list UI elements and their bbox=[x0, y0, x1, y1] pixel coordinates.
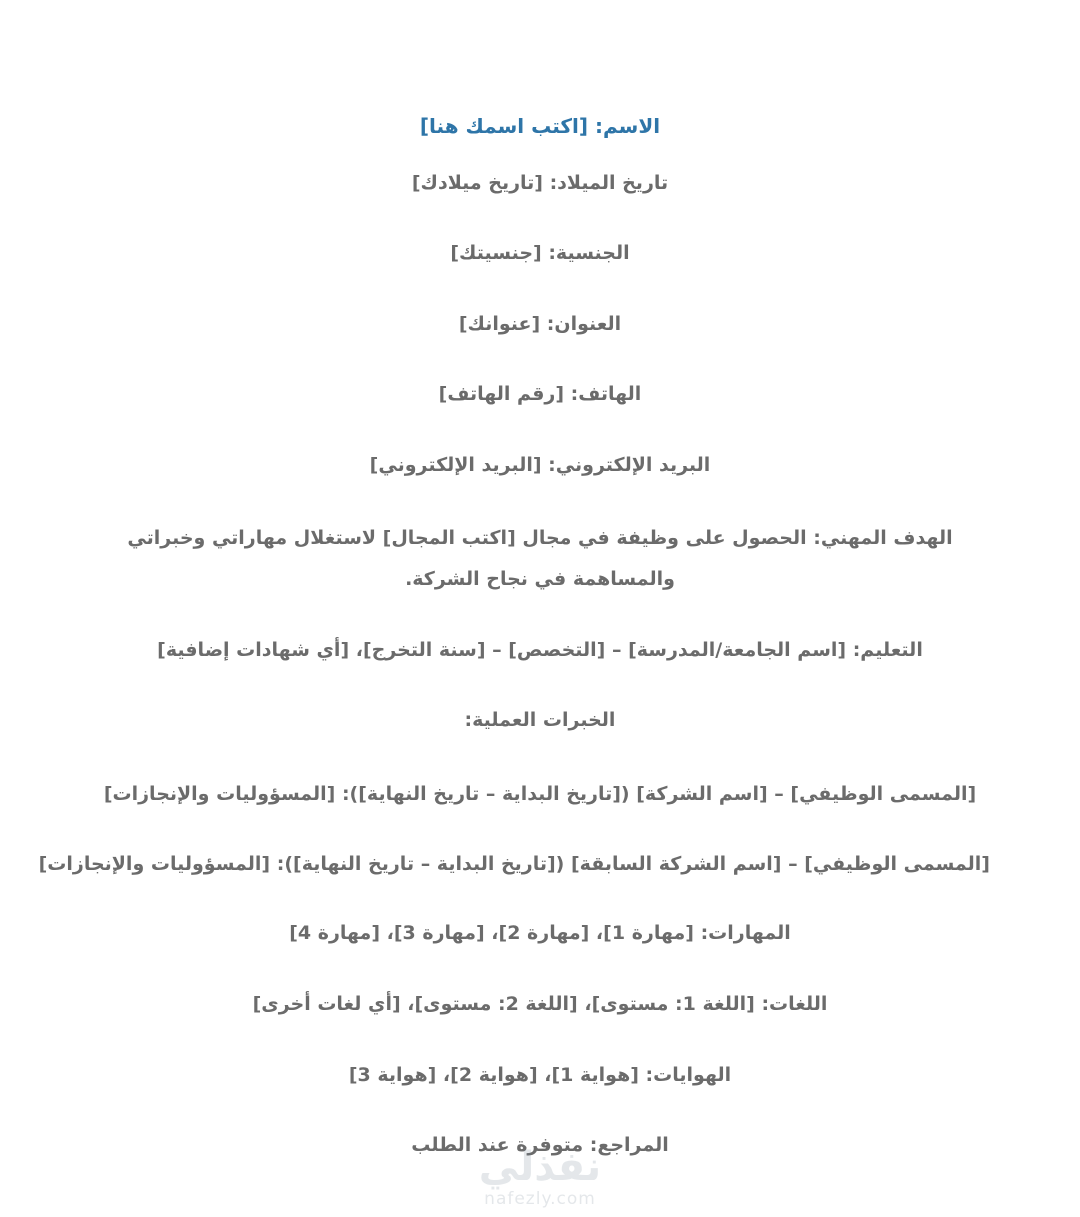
phone-line: الهاتف: [رقم الهاتف] bbox=[438, 383, 642, 405]
watermark-domain: nafezly.com bbox=[484, 1189, 596, 1209]
experience-heading: الخبرات العملية: bbox=[464, 709, 616, 731]
name-line: الاسم: [اكتب اسمك هنا] bbox=[419, 114, 661, 138]
watermark-logo: نفذلي bbox=[478, 1144, 602, 1190]
education-line: التعليم: [اسم الجامعة/المدرسة] – [التخصص] – [سنة التخرج]، [أي شهادات إضافية] bbox=[157, 639, 923, 661]
birth-date-line: تاريخ الميلاد: [تاريخ ميلادك] bbox=[411, 172, 669, 194]
nationality-line: الجنسية: [جنسيتك] bbox=[450, 242, 630, 264]
skills-line: المهارات: [مهارة 1]، [مهارة 2]، [مهارة 3]، [مهارة 4] bbox=[289, 922, 791, 944]
hobbies-line: الهوايات: [هواية 1]، [هواية 2]، [هواية 3] bbox=[348, 1064, 732, 1086]
experience-item: [المسمى الوظيفي] – [اسم الشركة السابقة] ([تاريخ البداية – تاريخ النهاية]): [المسؤوليات والإنجازات] bbox=[38, 853, 990, 875]
references-line: المراجع: متوفرة عند الطلب bbox=[411, 1134, 669, 1156]
career-objective-line: الهدف المهني: الحصول على وظيفة في مجال [اكتب المجال] لاستغلال مهاراتي وخبراتي والمساهمة في نجاح الشركة. bbox=[127, 527, 953, 590]
languages-line: اللغات: [اللغة 1: مستوى]، [اللغة 2: مستوى]، [أي لغات أخرى] bbox=[252, 993, 828, 1015]
email-line: البريد الإلكتروني: [البريد الإلكتروني] bbox=[369, 454, 711, 476]
nafezly-watermark bbox=[450, 1145, 630, 1217]
address-line: العنوان: [عنوانك] bbox=[458, 313, 622, 335]
experience-item: [المسمى الوظيفي] – [اسم الشركة] ([تاريخ البداية – تاريخ النهاية]): [المسؤوليات والإنجازات] bbox=[103, 783, 977, 805]
